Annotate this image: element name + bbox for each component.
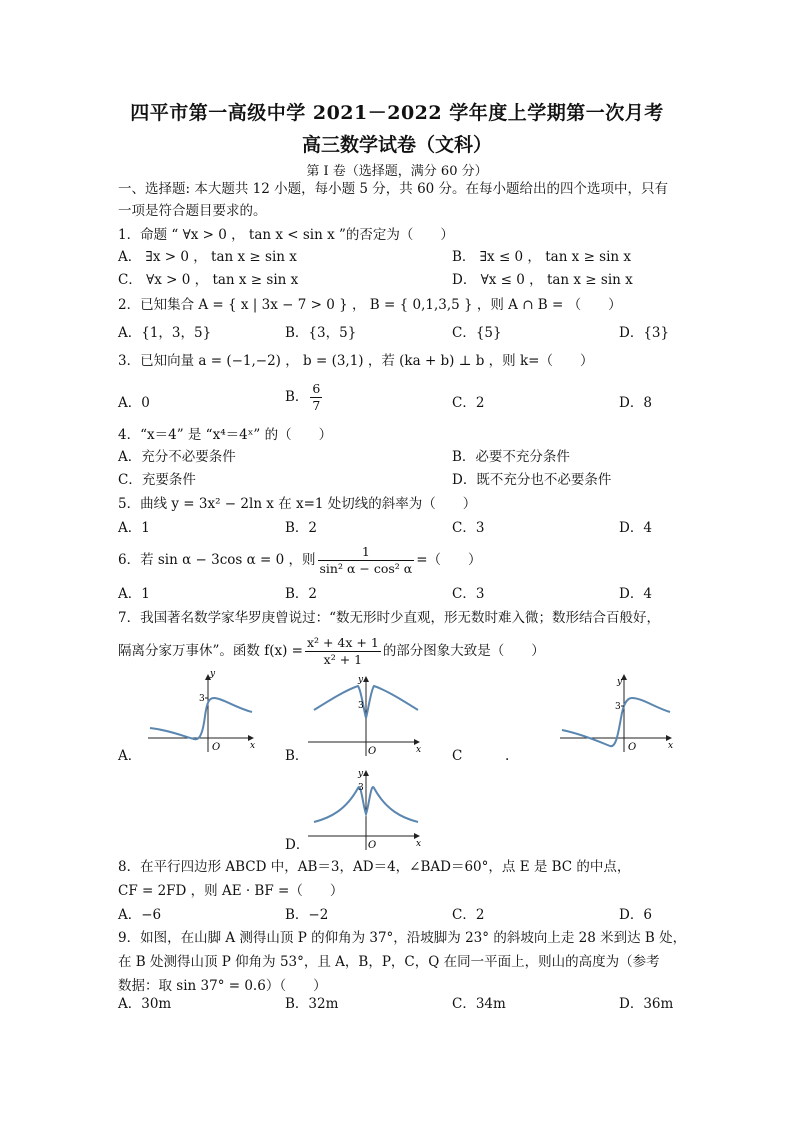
graph-a-tick-label: 3	[199, 694, 205, 704]
q7-option-d-label[interactable]: D．	[285, 837, 310, 853]
intro-line-2: 一项是符合题目要求的。	[118, 203, 267, 219]
graph-c-origin: O	[628, 742, 637, 753]
q4-stem: 4．“x＝4” 是 “x⁴＝4ˣ” 的（ ）	[118, 427, 333, 443]
q4-option-b[interactable]: B．必要不充分条件	[452, 449, 570, 465]
q8-option-c[interactable]: C．2	[452, 907, 485, 923]
q8-option-d[interactable]: D．6	[619, 907, 652, 923]
q4-option-a[interactable]: A．充分不必要条件	[118, 449, 236, 465]
graph-b-tick-label: 3	[358, 701, 364, 711]
q2-option-a[interactable]: A．{1，3，5}	[118, 325, 212, 341]
q7-option-a-label[interactable]: A．	[118, 748, 142, 764]
q3-option-d[interactable]: D．8	[619, 395, 652, 411]
q8-option-b[interactable]: B．−2	[285, 907, 329, 923]
q2-option-c[interactable]: C．{5}	[452, 325, 502, 341]
graph-a-origin: O	[212, 742, 221, 753]
graph-c-tick-label: 3	[615, 702, 621, 712]
graph-d-tick-label: 3	[358, 783, 364, 793]
q3-option-a[interactable]: A．0	[118, 395, 150, 411]
q7-graph-a[interactable]	[148, 669, 258, 753]
q3-option-c[interactable]: C．2	[452, 395, 485, 411]
q8-line-1: 8．在平行四边形 ABCD 中，AB＝3，AD＝4，∠BAD＝60°，点 E 是 BC 的中点，	[118, 859, 631, 875]
graph-d-x-label: x	[416, 839, 422, 849]
exam-subtitle: 高三数学试卷（文科）	[301, 134, 492, 156]
q1-stem: 1．命题 “ ∀x > 0 ， tan x < sin x ”的否定为（ ）	[118, 227, 454, 243]
intro-line-1: 一、选择题: 本大题共 12 小题，每小题 5 分，共 60 分。在每小题给出的四个选项中，只有	[118, 181, 669, 197]
q3-option-b-fraction: $\frac{6}{7}$	[312, 381, 321, 413]
q7-option-c-label[interactable]: C	[452, 748, 463, 764]
q6-option-c[interactable]: C．3	[452, 586, 485, 602]
graph-c-y-label: y	[617, 677, 623, 687]
q6-stem: 6．若 sin α − 3cos α = 0 ，则 $\frac{1}{\text{sin² α − cos² α}}$ =（ ）	[118, 544, 482, 576]
q7-graph-d[interactable]	[308, 766, 428, 850]
q2-stem: 2．已知集合 A = { x | 3x − 7 > 0 } ， B = { 0,1,3,5 } ，则 A ∩ B = （ ）	[118, 297, 622, 313]
graph-a-curve	[150, 698, 252, 739]
q9-option-b[interactable]: B．32m	[285, 996, 339, 1012]
q3-option-b[interactable]: B． $\frac{6}{7}$	[285, 381, 321, 413]
q5-stem: 5．曲线 y = 3x² − 2ln x 在 x=1 处切线的斜率为（ ）	[118, 496, 477, 512]
q6-option-b[interactable]: B．2	[285, 586, 318, 602]
q6-fraction: $\frac{1}{\text{sin² α − cos² α}}$	[319, 544, 413, 576]
graph-d-origin: O	[368, 840, 377, 851]
q4-option-d[interactable]: D．既不充分也不必要条件	[452, 472, 612, 488]
q4-option-c[interactable]: C．充要条件	[118, 472, 196, 488]
q7-option-b-label[interactable]: B．	[285, 748, 309, 764]
graph-b-origin: O	[368, 746, 377, 757]
graph-b-y-label: y	[358, 675, 364, 685]
q1-option-a[interactable]: A． ∃x > 0 ， tan x ≥ sin x	[118, 249, 297, 265]
graph-d-y-label: y	[358, 769, 364, 779]
graph-b-y-arrow	[363, 676, 369, 682]
q8-line-2: CF = 2FD ，则 AE · BF =（ ）	[118, 883, 344, 899]
q1-option-d[interactable]: D． ∀x ≤ 0 ， tan x ≥ sin x	[452, 272, 633, 288]
q7-graph-b[interactable]	[308, 676, 428, 756]
q7-line-2: 隔离分家万事休”。函数 f(x) = $\frac{\text{x² + 4x + 1}}{\text{x² + 1}}$ 的部分图象大致是（ ）	[118, 635, 545, 667]
graph-b-x-label: x	[416, 745, 422, 755]
q7-graph-c[interactable]	[560, 672, 680, 752]
q9-option-a[interactable]: A．30m	[118, 996, 172, 1012]
q7-option-c-dot: .	[505, 748, 510, 764]
q3-stem: 3．已知向量 a = (−1,−2) ， b = (3,1) ，若 (ka + b) ⊥ b ，则 k=（ ）	[118, 353, 594, 369]
q1-option-c[interactable]: C． ∀x > 0 ， tan x ≥ sin x	[118, 272, 299, 288]
graph-a-x-label: x	[250, 741, 256, 751]
q6-option-a[interactable]: A．1	[118, 586, 150, 602]
q9-option-d[interactable]: D．36m	[619, 996, 674, 1012]
q2-option-b[interactable]: B．{3，5}	[285, 325, 357, 341]
graph-a-y-label: y	[210, 669, 216, 679]
q1-option-b[interactable]: B． ∃x ≤ 0 ， tan x ≥ sin x	[452, 249, 632, 265]
q9-line-1: 9．如图，在山脚 A 测得山顶 P 的仰角为 37°，沿坡脚为 23° 的斜坡向上走 28 米到达 B 处，	[118, 930, 687, 946]
q5-option-d[interactable]: D．4	[619, 520, 652, 536]
graph-c-x-label: x	[668, 741, 674, 751]
q7-fraction: $\frac{\text{x² + 4x + 1}}{\text{x² + 1}}$	[306, 635, 379, 667]
section-heading: 第 I 卷（选择题，满分 60 分）	[306, 164, 488, 179]
q9-option-c[interactable]: C．34m	[452, 996, 506, 1012]
graph-d-y-arrow	[363, 770, 369, 776]
q7-line-1: 7．我国著名数学家华罗庚曾说过：“数无形时少直观，形无数时难入微；数形结合百般好，	[118, 610, 660, 626]
q8-option-a[interactable]: A．−6	[118, 907, 162, 923]
q6-option-d[interactable]: D．4	[619, 586, 652, 602]
q2-option-d[interactable]: D．{3}	[619, 325, 670, 341]
q9-line-2: 在 B 处测得山顶 P 仰角为 53°，且 A，B，P，C，Q 在同一平面上，则山的高度为（参考	[118, 954, 660, 970]
exam-title: 四平市第一高级中学 2021－2022 学年度上学期第一次月考	[130, 102, 664, 124]
q9-line-3: 数据：取 sin 37° = 0.6）（ ）	[118, 978, 327, 994]
q5-option-c[interactable]: C．3	[452, 520, 485, 536]
q5-option-b[interactable]: B．2	[285, 520, 318, 536]
q5-option-a[interactable]: A．1	[118, 520, 150, 536]
